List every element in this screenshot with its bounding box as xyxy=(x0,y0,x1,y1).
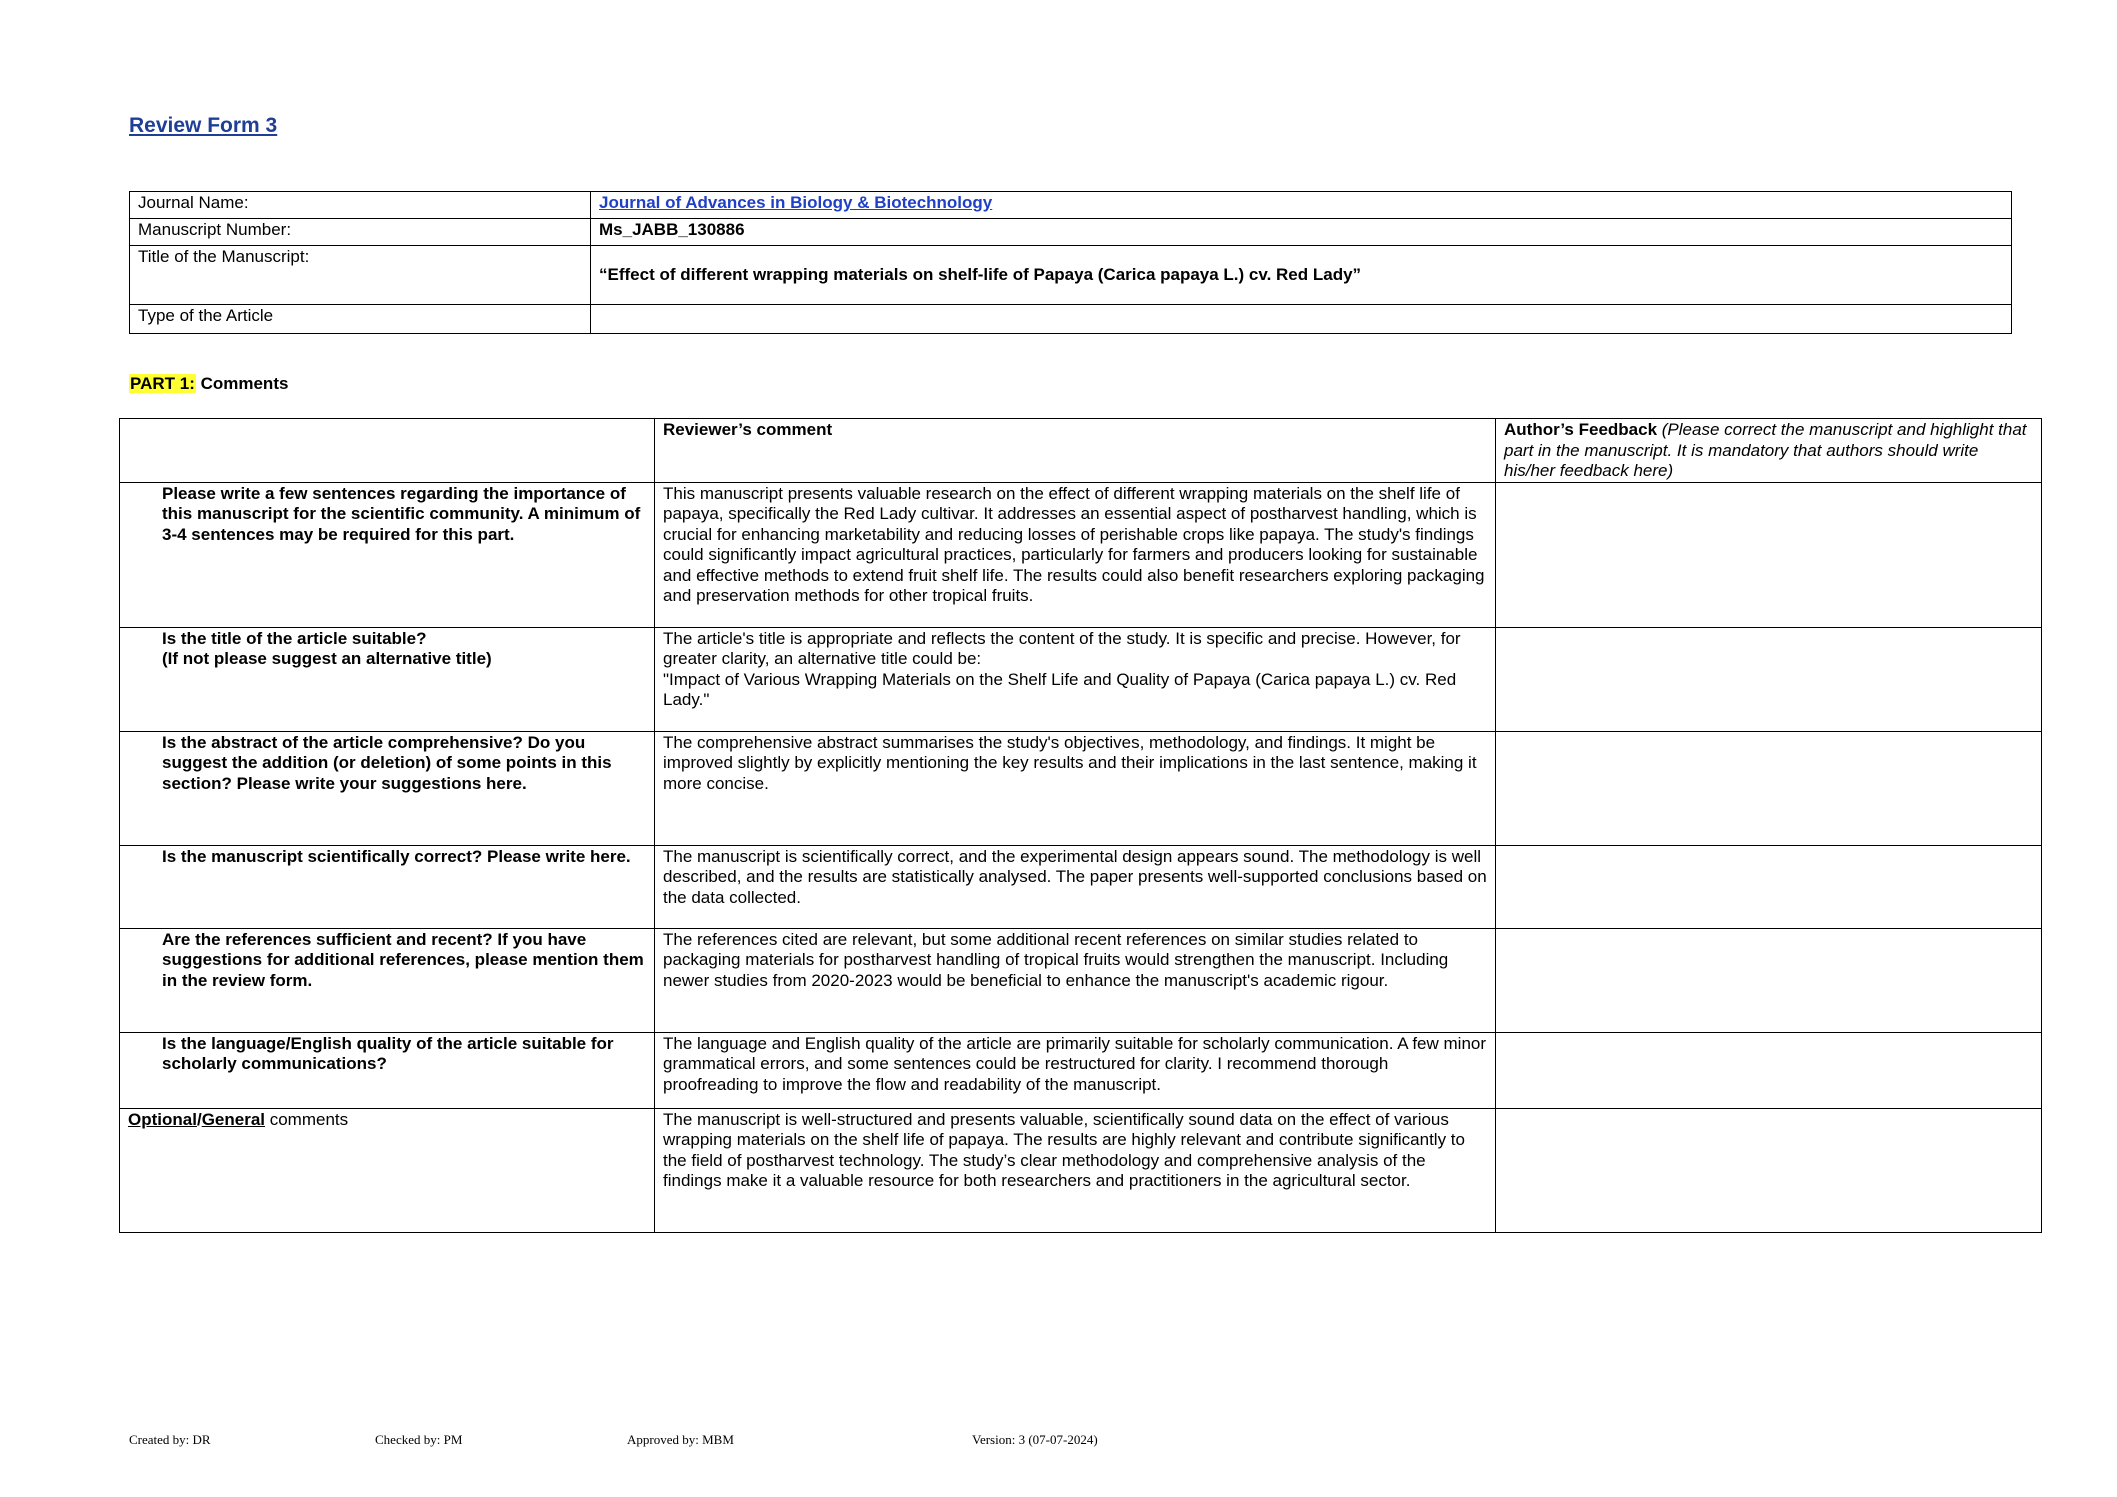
optional-slash: / xyxy=(196,1109,202,1129)
manuscript-info-table xyxy=(129,191,2012,334)
comment-language: The language and English quality of the article are primarily suitable for scholarly communication. A few minor grammatical errors, and some sentences could be restructured for clarity. I recommend thorough proofreading to improve the flow and readability of the manuscript. xyxy=(655,1032,1496,1108)
manuscript-number-label: Manuscript Number: xyxy=(130,219,591,246)
manuscript-title-row xyxy=(130,246,2012,305)
footer-created: Created by: DR xyxy=(129,1432,211,1447)
header-row xyxy=(120,419,2042,483)
table-row xyxy=(120,627,2042,731)
question-abstract: Is the abstract of the article comprehensive? Do you suggest the addition (or deletion) of some points in this section? Please write your suggestions here. xyxy=(120,731,655,845)
comments-table xyxy=(119,418,2042,1233)
comment-references: The references cited are relevant, but some additional recent references on similar studies related to packaging materials for postharvest handling of tropical fruits would strengthen the manuscript. Including newer studies from 2020-2023 would be beneficial to enhance the manuscript's academic rigour. xyxy=(655,928,1496,1032)
header-empty-cell xyxy=(120,419,655,483)
comment-title-line1: The article's title is appropriate and reflects the content of the study. It is specific and precise. However, for greater clarity, an alternative title could be: xyxy=(663,628,1461,668)
table-row xyxy=(120,482,2042,627)
part-label: PART 1: xyxy=(130,374,195,393)
table-row xyxy=(120,1032,2042,1108)
question-title-line1: Is the title of the article suitable? xyxy=(162,628,427,648)
journal-row xyxy=(130,192,2012,219)
footer-checked: Checked by: PM xyxy=(375,1432,463,1447)
journal-label: Journal Name: xyxy=(130,192,591,219)
author-feedback-instruction: (Please correct the manuscript and highlight that part in the manuscript. It is mandatory that authors should write his/her feedback here) xyxy=(1504,420,2027,480)
comment-optional: The manuscript is well-structured and presents valuable, scientifically sound data on the effect of various wrapping materials on the shelf life of papaya. The results are highly relevant and contribute significantly to the field of postharvest technology. The study’s clear methodology and comprehensive analysis of the findings make it a valuable resource for both researchers and practitioners in the agricultural sector. xyxy=(655,1108,1496,1232)
part-title: Comments xyxy=(195,374,289,393)
form-title: Review Form 3 xyxy=(129,114,278,137)
general-label: General xyxy=(201,1109,265,1129)
question-language: Is the language/English quality of the article suitable for scholarly communications? xyxy=(120,1032,655,1108)
manuscript-number-row xyxy=(130,219,2012,246)
feedback-scientific[interactable] xyxy=(1496,845,2042,928)
author-feedback-header xyxy=(1496,419,2042,483)
question-optional xyxy=(120,1108,655,1232)
question-title xyxy=(120,627,655,731)
reviewer-comment-header: Reviewer’s comment xyxy=(655,419,1496,483)
table-row xyxy=(120,928,2042,1032)
feedback-importance[interactable] xyxy=(1496,482,2042,627)
article-type-row xyxy=(130,305,2012,334)
table-row xyxy=(120,1108,2042,1232)
question-references: Are the references sufficient and recent? If you have suggestions for additional references, please mention them in the review form. xyxy=(120,928,655,1032)
feedback-optional[interactable] xyxy=(1496,1108,2042,1232)
article-type-label: Type of the Article xyxy=(130,305,591,334)
comment-title xyxy=(655,627,1496,731)
article-type-value xyxy=(591,305,2012,334)
table-row xyxy=(120,731,2042,845)
part-heading xyxy=(129,374,288,394)
author-feedback-title: Author’s Feedback xyxy=(1504,420,1658,439)
journal-link[interactable]: Journal of Advances in Biology & Biotechnology xyxy=(599,193,993,212)
feedback-language[interactable] xyxy=(1496,1032,2042,1108)
footer-approved: Approved by: MBM xyxy=(627,1432,734,1447)
manuscript-title-label: Title of the Manuscript: xyxy=(130,246,591,305)
comment-importance: This manuscript presents valuable research on the effect of different wrapping materials on the shelf life of papaya, specifically the Red Lady cultivar. It addresses an essential aspect of postharvest handling, which is crucial for enhancing marketability and reducing losses of perishable crops like papaya. The study's findings could significantly impact agricultural practices, particularly for farmers and producers looking for sustainable and effective methods to extend fruit shelf life. The results could also benefit researchers exploring packaging and preservation methods for other tropical fruits. xyxy=(655,482,1496,627)
feedback-abstract[interactable] xyxy=(1496,731,2042,845)
question-scientific: Is the manuscript scientifically correct? Please write here. xyxy=(120,845,655,928)
feedback-title[interactable] xyxy=(1496,627,2042,731)
comments-label: comments xyxy=(265,1109,349,1129)
manuscript-number-value: Ms_JABB_130886 xyxy=(591,219,2012,246)
question-importance: Please write a few sentences regarding the importance of this manuscript for the scientific community. A minimum of 3-4 sentences may be required for this part. xyxy=(120,482,655,627)
journal-value-cell xyxy=(591,192,2012,219)
comment-scientific: The manuscript is scientifically correct, and the experimental design appears sound. The methodology is well described, and the results are statistically analysed. The paper presents well-supported conclusions based on the data collected. xyxy=(655,845,1496,928)
table-row xyxy=(120,845,2042,928)
comment-abstract: The comprehensive abstract summarises the study's objectives, methodology, and findings. It might be improved slightly by explicitly mentioning the key results and their implications in the last sentence, making it more concise. xyxy=(655,731,1496,845)
feedback-references[interactable] xyxy=(1496,928,2042,1032)
footer-version: Version: 3 (07-07-2024) xyxy=(972,1432,1098,1447)
question-title-line2: (If not please suggest an alternative title) xyxy=(162,649,492,668)
optional-label: Optional xyxy=(128,1109,197,1129)
manuscript-title-value: “Effect of different wrapping materials on shelf-life of Papaya (Carica papaya L.) cv. Red Lady” xyxy=(591,246,2012,305)
comment-title-line2: "Impact of Various Wrapping Materials on the Shelf Life and Quality of Papaya (Carica papaya L.) cv. Red Lady." xyxy=(663,669,1457,709)
